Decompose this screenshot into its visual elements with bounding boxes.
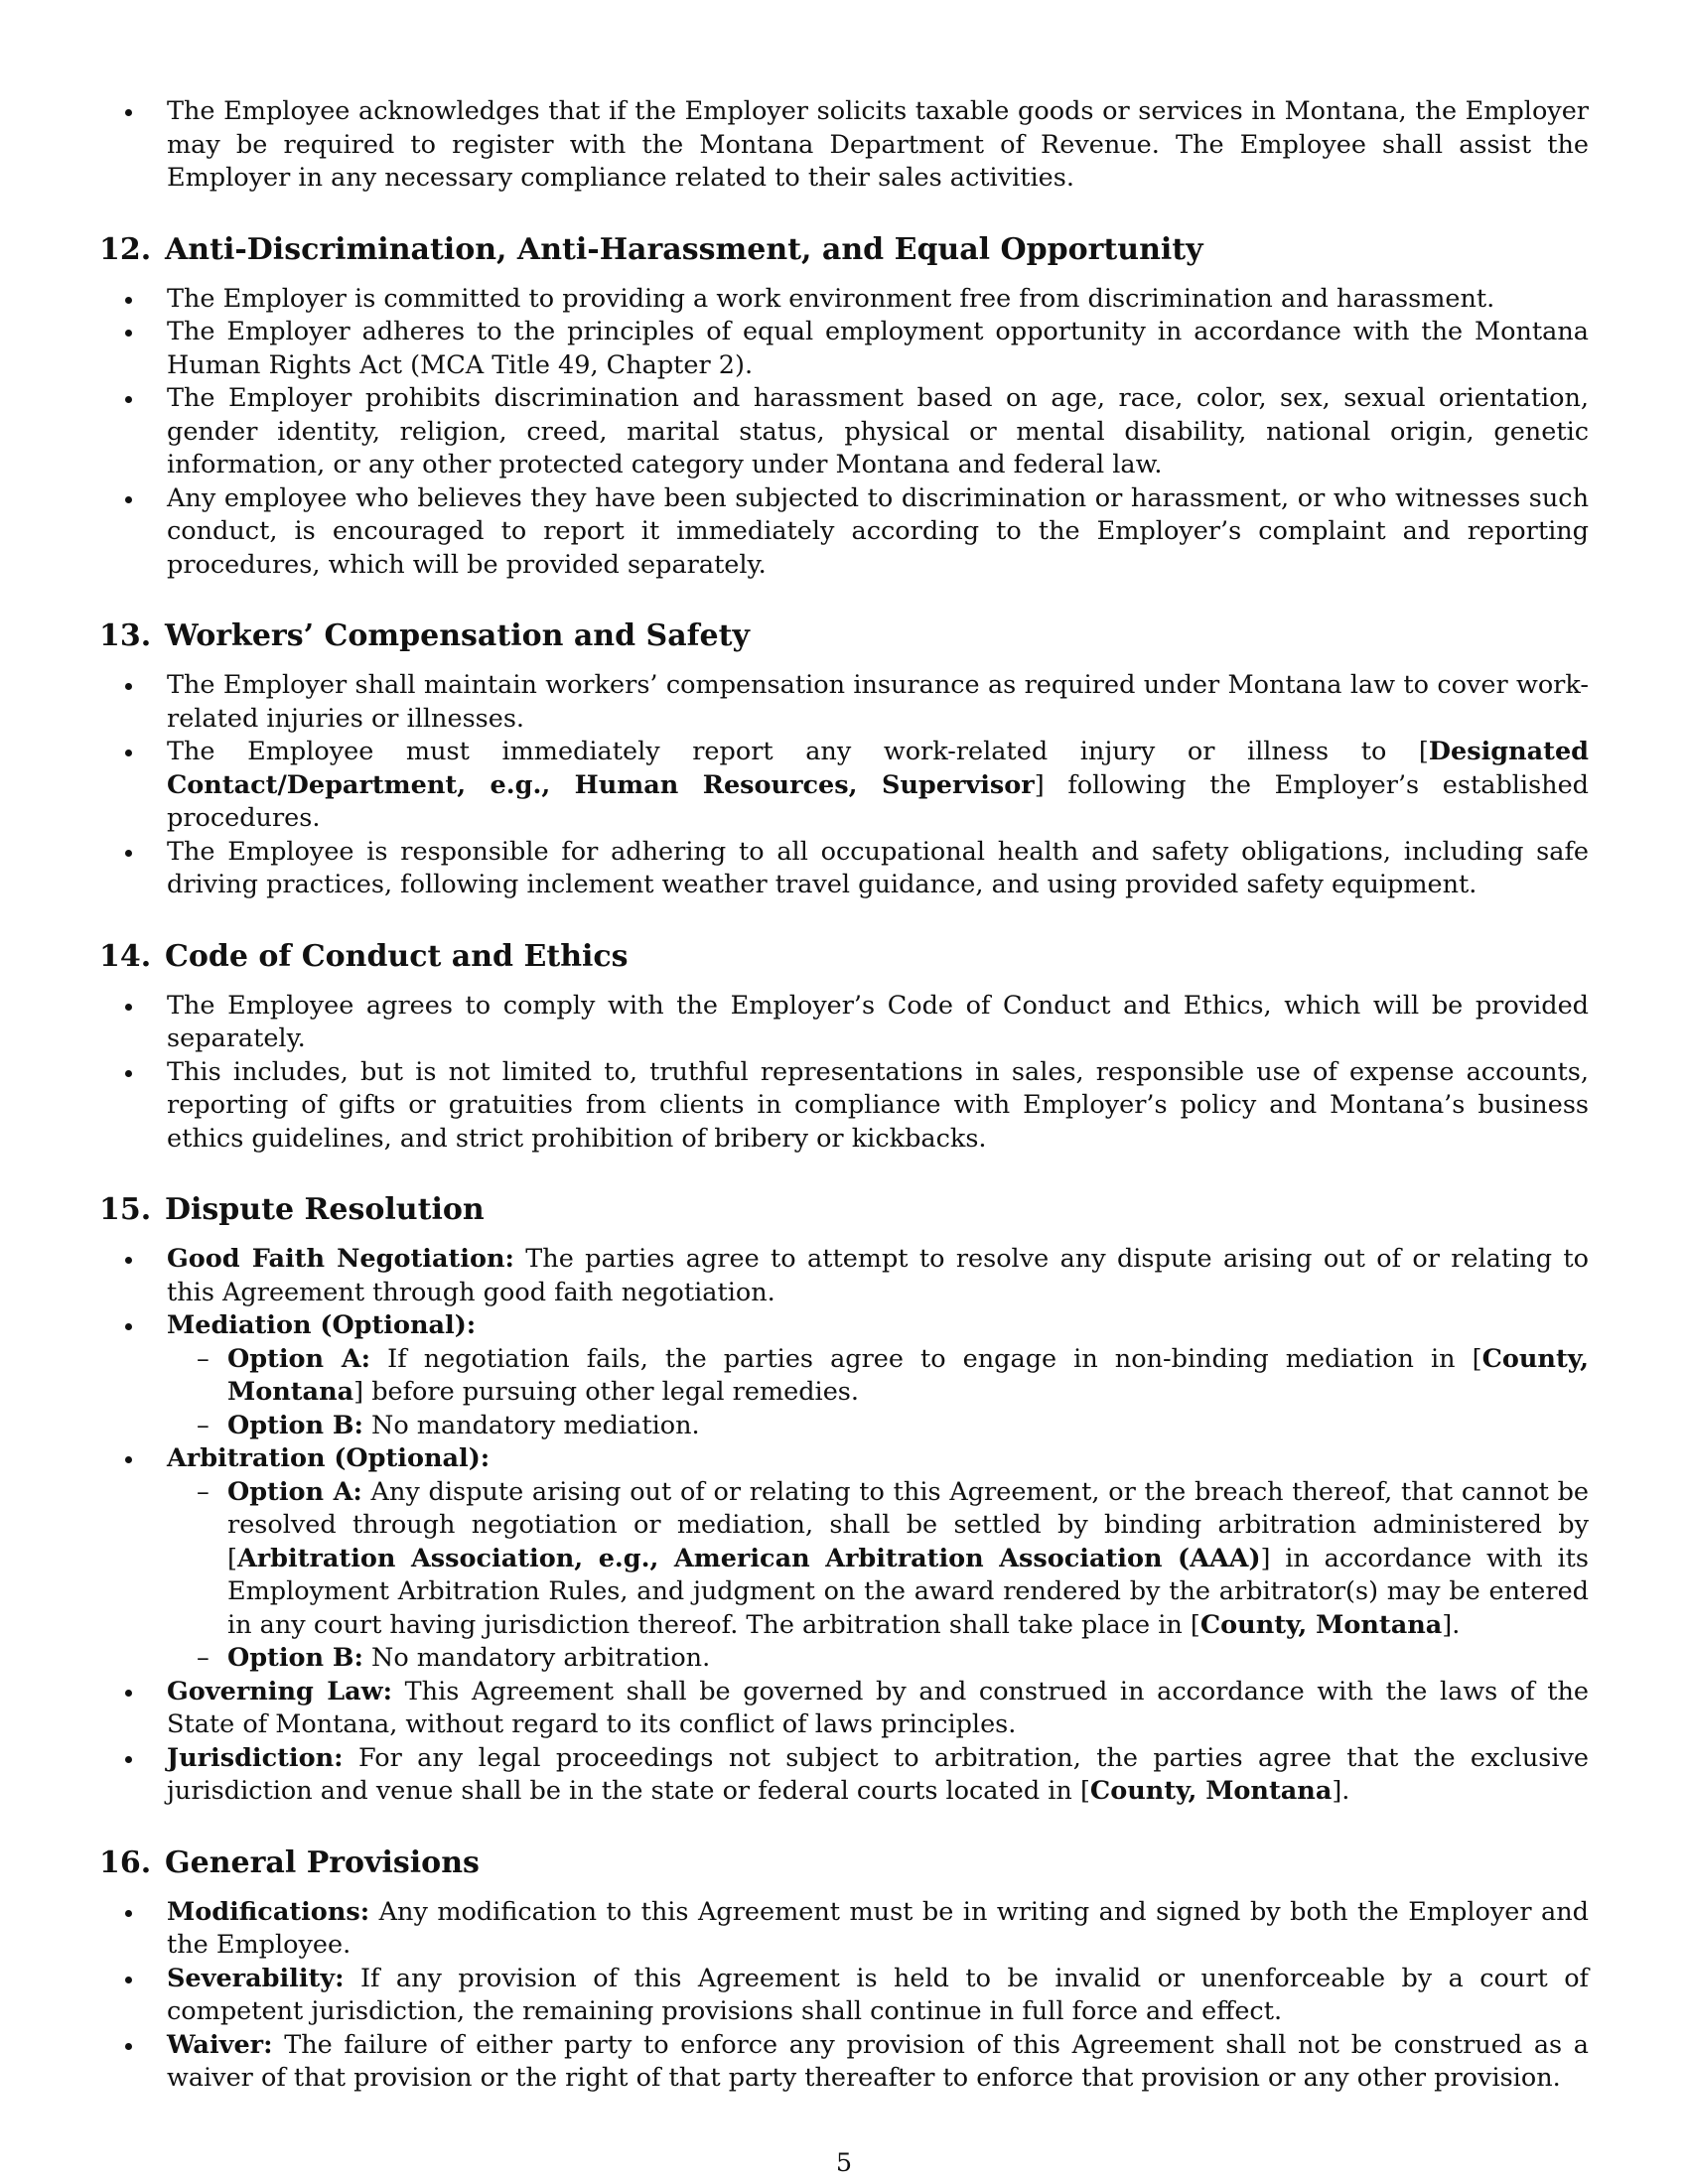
sub-list-item — [227, 1476, 1589, 1643]
text-run: No mandatory mediation. — [362, 1410, 700, 1440]
list-item: The Employer prohibits discrimination and harassment based on age, race, color, sex, sexual orientation, gender identity, religion, creed, marital status, physical or mental disability, national origin, genetic information, or any other protected category under Montana and federal law. — [167, 382, 1589, 482]
option-label: Option A: — [227, 1476, 362, 1507]
item-label: Mediation (Optional): — [167, 1310, 477, 1340]
placeholder-text: County, Montana — [1089, 1776, 1333, 1806]
section-number: 16. — [99, 1844, 152, 1880]
sub-list-item — [227, 1343, 1589, 1410]
section-heading — [99, 1191, 1589, 1229]
list-item — [167, 1442, 1589, 1676]
text-run: Any dispute arising out of or relating to this Agreement, or the breach thereof, that cannot be resolved through negotiation or mediation, shall be settled by binding arbitration administered by [ — [227, 1476, 1589, 1573]
placeholder-text: Designated Contact/Department, e.g., Human Resources, Supervisor — [167, 737, 1589, 800]
list-item: This includes, but is not limited to, truthful representations in sales, responsible use of expense accounts, reporting of gifts or gratuities from clients in compliance with Employer’s policy and Montana’s business ethics guidelines, and strict prohibition of bribery or kickbacks. — [167, 1056, 1589, 1157]
item-label: Governing Law: — [167, 1676, 393, 1706]
section-title: General Provisions — [165, 1844, 480, 1880]
list-item — [167, 2029, 1589, 2096]
text-run: If negotiation fails, the parties agree to engage in non-binding mediation in [ — [370, 1343, 1482, 1374]
section-title: Dispute Resolution — [165, 1192, 485, 1227]
item-label: Severability: — [167, 1963, 345, 1993]
sub-list-item — [227, 1410, 1589, 1443]
option-label: Option A: — [227, 1343, 371, 1374]
section-heading — [99, 938, 1589, 976]
section-number: 12. — [99, 231, 152, 267]
list-item — [167, 1896, 1589, 1963]
list-item: The Employer adheres to the principles of equal employment opportunity in accordance with the Montana Human Rights Act (MCA Title 49, Chapter 2). — [167, 316, 1589, 382]
section-heading — [99, 231, 1589, 269]
list-item — [167, 1963, 1589, 2029]
text-run: If any provision of this Agreement is held to be invalid or unenforceable by a court of competent jurisdiction, the remaining provisions shall continue in full force and effect. — [167, 1963, 1589, 2026]
section-number: 14. — [99, 938, 152, 974]
list-item — [167, 1742, 1589, 1809]
placeholder-text: Arbitration Association, e.g., American Arbitration Association (AAA) — [236, 1543, 1261, 1573]
document-page — [99, 95, 1589, 2096]
text-run: Any modification to this Agreement must be in writing and signed by both the Employer and the Employee. — [167, 1896, 1589, 1960]
sub-list-item — [227, 1642, 1589, 1676]
item-label: Arbitration (Optional): — [167, 1443, 491, 1473]
list-item — [167, 1676, 1589, 1742]
section-number: 15. — [99, 1192, 152, 1227]
arbitration-options — [167, 1476, 1589, 1676]
item-label: Modifications: — [167, 1896, 370, 1927]
placeholder-text: County, Montana — [227, 1343, 1589, 1407]
text-run: ]. — [1442, 1609, 1461, 1640]
intro-list — [99, 95, 1589, 196]
text-run: This Agreement shall be governed by and construed in accordance with the laws of the State of Montana, without regard to its conflict of laws principles. — [167, 1676, 1589, 1739]
list-item — [167, 1309, 1589, 1442]
item-label: Waiver: — [167, 2029, 273, 2060]
list-item: The Employee agrees to comply with the Employer’s Code of Conduct and Ethics, which will be provided separately. — [167, 990, 1589, 1056]
section-14-list — [99, 990, 1589, 1157]
mediation-options — [167, 1343, 1589, 1443]
item-label: Good Faith Negotiation: — [167, 1244, 514, 1274]
placeholder-text: County, Montana — [1199, 1609, 1443, 1640]
text-run: The Employee must immediately report any work-related injury or illness to [ — [167, 737, 1429, 766]
page-number: 5 — [835, 2148, 853, 2178]
list-item: The Employer is committed to providing a work environment free from discrimination and harassment. — [167, 283, 1589, 317]
text-run: ] in accordance with its Employment Arbitration Rules, and judgment on the award rendered by the arbitrator(s) may be entered in any court having jurisdiction thereof. The arbitration shall take place in [ — [227, 1543, 1589, 1640]
option-label: Option B: — [227, 1410, 363, 1440]
item-label: Jurisdiction: — [167, 1742, 344, 1773]
list-item — [167, 1243, 1589, 1309]
section-15-list — [99, 1243, 1589, 1809]
text-run: ] before pursuing other legal remedies. — [353, 1377, 859, 1407]
section-heading — [99, 617, 1589, 655]
section-16-list — [99, 1896, 1589, 2096]
option-label: Option B: — [227, 1643, 363, 1673]
text-run: ]. — [1332, 1776, 1350, 1806]
section-heading — [99, 1844, 1589, 1882]
section-title: Code of Conduct and Ethics — [165, 938, 629, 974]
section-number: 13. — [99, 618, 152, 653]
section-12-list — [99, 283, 1589, 583]
text-run: ] following the Employer’s established procedures. — [167, 769, 1589, 833]
list-item: The Employee is responsible for adhering to all occupational health and safety obligations, including safe driving practices, following inclement weather travel guidance, and using provided safety equipment. — [167, 836, 1589, 902]
list-item: Any employee who believes they have been subjected to discrimination or harassment, or who witnesses such conduct, is encouraged to report it immediately according to the Employer’s complaint and reporting procedures, which will be provided separately. — [167, 482, 1589, 583]
list-item — [167, 736, 1589, 836]
section-title: Anti-Discrimination, Anti-Harassment, and Equal Opportunity — [165, 231, 1203, 267]
text-run: The failure of either party to enforce any provision of this Agreement shall not be construed as a waiver of that provision or the right of that party thereafter to enforce that provision or any other provision. — [167, 2029, 1589, 2093]
section-title: Workers’ Compensation and Safety — [165, 618, 750, 653]
text-run: For any legal proceedings not subject to arbitration, the parties agree that the exclusive jurisdiction and venue shall be in the state or federal courts located in [ — [167, 1742, 1589, 1806]
list-item: The Employer shall maintain workers’ compensation insurance as required under Montana law to cover work-related injuries or illnesses. — [167, 669, 1589, 736]
list-item: The Employee acknowledges that if the Employer solicits taxable goods or services in Montana, the Employer may be required to register with the Montana Department of Revenue. The Employee shall assist the Employer in any necessary compliance related to their sales activities. — [167, 95, 1589, 196]
text-run: No mandatory arbitration. — [362, 1643, 711, 1673]
text-run: The parties agree to attempt to resolve any dispute arising out of or relating to this Agreement through good faith negotiation. — [167, 1244, 1590, 1307]
section-13-list — [99, 669, 1589, 902]
